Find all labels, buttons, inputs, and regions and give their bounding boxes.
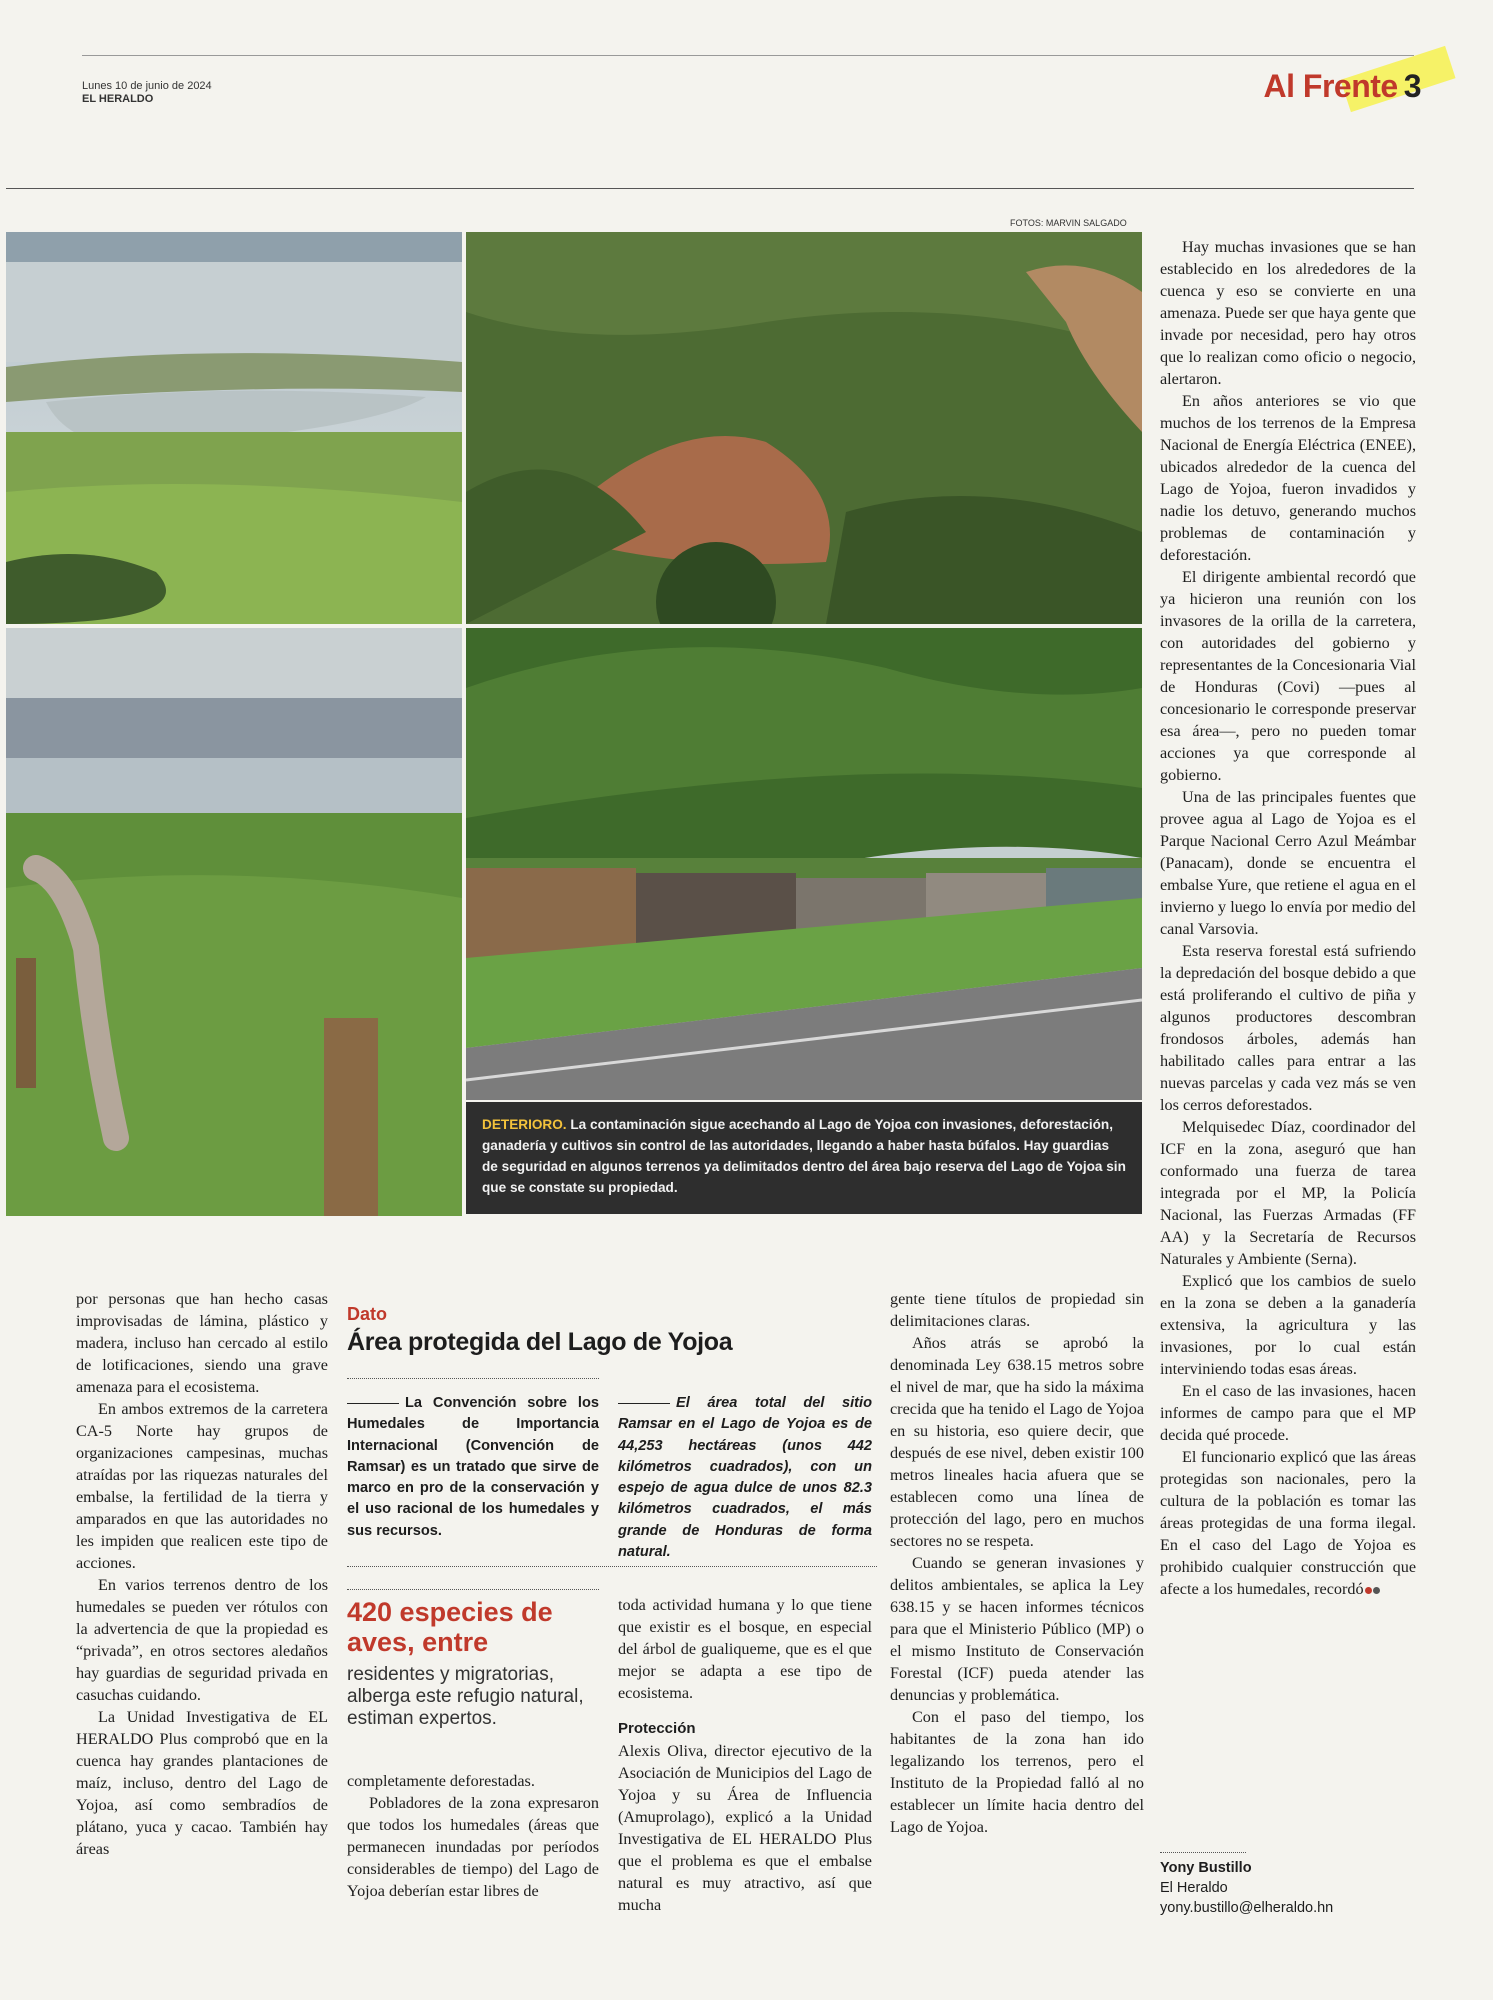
photo-credit: FOTOS: MARVIN SALGADO bbox=[1010, 218, 1127, 228]
caption-lead: DETERIORO. bbox=[482, 1117, 567, 1132]
byline bbox=[1160, 1858, 1416, 1918]
page-number: 3 bbox=[1403, 68, 1421, 104]
col5-paragraph: Hay muchas invasiones que se han establecido en los alrededores de la cuenca y eso se convierte en una amenaza. Puede ser que haya gente que invade por necesidad, pero hay otros que lo realizan como oficio o negocio, alertaron. bbox=[1160, 238, 1416, 388]
dash-rule bbox=[347, 1403, 399, 1404]
factbox-label: Dato bbox=[347, 1304, 387, 1324]
photo-lake-marsh bbox=[6, 232, 462, 624]
factbox-divider bbox=[347, 1378, 599, 1379]
caption-text: La contaminación sigue acechando al Lago de Yojoa con invasiones, deforestación, ganadería y cultivos sin control de las autoridades, llegando a haber hasta búfalos. Hay guardias de seguridad en algunos terrenos ya delimitados dentro del área bajo reserva del Lago de Yojoa sin que se constate su propiedad. bbox=[482, 1117, 1126, 1195]
section-header bbox=[1264, 68, 1421, 105]
factbox-title: Área protegida del Lago de Yojoa bbox=[347, 1328, 733, 1356]
date: Lunes 10 de junio de 2024 bbox=[82, 80, 212, 92]
stat-number: 420 especies de aves, entre bbox=[347, 1597, 553, 1657]
col5-paragraph: Una de las principales fuentes que provee agua al Lago de Yojoa es el Parque Nacional Cerro Azul Meámbar (Panacam), donde se encuentra el embalse Yure, que retiene el agua en el invierno y luego lo envía por medio del canal Varsovia. bbox=[1160, 788, 1416, 938]
dateline bbox=[82, 80, 212, 106]
paper-name: EL HERALDO bbox=[82, 93, 154, 105]
factbox-left-text bbox=[347, 1393, 599, 1542]
photo-shacks-road bbox=[466, 628, 1142, 1100]
col5-paragraph: El dirigente ambiental recordó que ya hicieron una reunión con los invasores de la orilla de la carretera, con autoridades del gobierno y representantes de la Concesionaria Vial de Honduras (Covi) —pues al concesionario le corresponde preservar esa área—, pero no pueden tomar acciones ya que corresponde al gobierno. bbox=[1160, 568, 1416, 784]
col1-paragraph: En ambos extremos de la carretera CA-5 Norte hay grupos de organizaciones campesinas, muchas atraídas por las riquezas naturales del embalse, la fertilidad de la tierra y amparados en que las autoridades no les impiden que realicen este tipo de acciones. bbox=[76, 1400, 328, 1572]
column-2 bbox=[347, 1770, 599, 1902]
col3-paragraph: toda actividad humana y lo que tiene que existir es el bosque, en especial del árbol de gualiqueme, que es el que mejor se adapta a ese tipo de ecosistema. bbox=[618, 1596, 872, 1702]
stat-divider bbox=[347, 1589, 599, 1590]
col5-paragraph: En años anteriores se vio que muchos de los terrenos de la Empresa Nacional de Energía Eléctrica (ENEE), ubicados alrededor de la cuenca del Lago de Yojoa, fueron invadidos y nadie los detuvo, generando muchos problemas de contaminación y deforestación. bbox=[1160, 392, 1416, 564]
col5-last-text: El funcionario explicó que las áreas protegidas son nacionales, pero la cultura de la población es tomar las áreas protegidas de una forma ilegal. En el caso del Lago de Yojoa es prohibido cualquier construcción que afecte a los humedales, recordó bbox=[1160, 1448, 1416, 1598]
col3-subhead: Protección bbox=[618, 1720, 696, 1737]
photo-deforested-hill bbox=[466, 232, 1142, 624]
stat-description: residentes y migratorias, alberga este refugio natural, estiman expertos. bbox=[347, 1664, 584, 1729]
col4-paragraph: Con el paso del tiempo, los habitantes de la zona han ido legalizando los terrenos, pero el Instituto de la Propiedad falló al no establecer un límite hacia dentro del Lago de Yojoa. bbox=[890, 1708, 1144, 1836]
column-3 bbox=[618, 1594, 872, 1916]
col2-paragraph: completamente deforestadas. bbox=[347, 1772, 535, 1790]
col5-paragraph: En el caso de las invasiones, hacen informes de campo para que el MP decida qué procede. bbox=[1160, 1382, 1416, 1444]
col5-paragraph: Melquisedec Díaz, coordinador del ICF en la zona, aseguró que han conformado una fuerza de tarea integrada por el MP, la Policía Nacional, las Fuerzas Armadas (FF AA) y la Secretaría de Recursos Naturales y Ambiente (Serna). bbox=[1160, 1118, 1416, 1268]
col5-paragraph: Explicó que los cambios de suelo en la zona se deben a la ganadería extensiva, la agricultura y las invasiones, por lo cual están interviniendo todas esas áreas. bbox=[1160, 1272, 1416, 1378]
header-rule bbox=[6, 188, 1414, 189]
author-email[interactable]: yony.bustillo@elheraldo.hn bbox=[1160, 1900, 1334, 1916]
section-name: Al Frente bbox=[1263, 68, 1398, 104]
column-4 bbox=[890, 1288, 1144, 1838]
column-1 bbox=[76, 1288, 328, 1860]
factbox-right-body: El área total del sitio Ramsar en el Lago de Yojoa es de 44,253 hectáreas (unos 442 kilómetros cuadrados), con un espejo de agua dulce de unos 82.3 kilómetros cuadrados, el más grande de Honduras de forma natural. bbox=[618, 1395, 872, 1561]
col1-paragraph: por personas que han hecho casas improvisadas de lámina, plástico y madera, incluso han cercado al estilo de lotificaciones, siendo una grave amenaza para el ecosistema. bbox=[76, 1290, 328, 1396]
photo-fence-field bbox=[6, 628, 462, 1216]
factbox-bottom-divider bbox=[347, 1566, 877, 1567]
col4-paragraph: Años atrás se aprobó la denominada Ley 638.15 metros sobre el nivel de mar, que ha sido la máxima crecida que ha tenido el Lago de Yojoa en su historia, eso quiere decir, que después de ese nivel, deben existir 100 metros lineales hacia afuera que se establecen como una línea de protección del lago, pero en muchos sectores no se respeta. bbox=[890, 1334, 1144, 1550]
factbox-right-text bbox=[618, 1393, 872, 1563]
photo-caption bbox=[466, 1102, 1142, 1214]
author-outlet: El Heraldo bbox=[1160, 1880, 1228, 1896]
end-mark-icon bbox=[1373, 1587, 1380, 1594]
dash-rule bbox=[618, 1403, 670, 1404]
byline-divider bbox=[1160, 1852, 1246, 1853]
col4-paragraph: gente tiene títulos de propiedad sin delimitaciones claras. bbox=[890, 1290, 1144, 1330]
factbox-left-body: La Convención sobre los Humedales de Importancia Internacional (Convención de Ramsar) es un tratado que sirve de marco en pro de la conservación y el uso racional de los humedales y sus recursos. bbox=[347, 1395, 599, 1539]
col5-paragraph: Esta reserva forestal está sufriendo la depredación del bosque debido a que está proliferando el cultivo de piña y algunos productores descombran frondosos árboles, además han habilitado calles para entrar a las nuevas parcelas y cada vez más se ven los cerros deforestados. bbox=[1160, 942, 1416, 1114]
col2-paragraph: Pobladores de la zona expresaron que todos los humedales (áreas que permanecen inundadas por períodos considerables de tiempo) del Lago de Yojoa deberían estar libres de bbox=[347, 1794, 599, 1900]
column-5 bbox=[1160, 236, 1416, 1600]
top-rule bbox=[82, 55, 1414, 56]
col3-paragraph: Alexis Oliva, director ejecutivo de la Asociación de Municipios del Lago de Yojoa y su Área de Influencia (Amuprolago), explicó a la Unidad Investigativa de EL HERALDO Plus que el problema es que el embalse natural es muy atractivo, así que mucha bbox=[618, 1742, 872, 1914]
end-mark-icon bbox=[1365, 1587, 1372, 1594]
col1-paragraph: La Unidad Investigativa de EL HERALDO Plus comprobó que en la cuenca hay grandes plantaciones de maíz, incluso, dentro del Lago de Yojoa, así como sembradíos de plátano, yuca y cacao. También hay áreas bbox=[76, 1708, 328, 1858]
col4-paragraph: Cuando se generan invasiones y delitos ambientales, se aplica la Ley 638.15 y se hacen informes técnicos para que el Ministerio Público (MP) o el mismo Instituto de Conservación Forestal (ICF) pueda atender las denuncias y problemática. bbox=[890, 1554, 1144, 1704]
author-name: Yony Bustillo bbox=[1160, 1860, 1252, 1876]
col1-paragraph: En varios terrenos dentro de los humedales se pueden ver rótulos con la advertencia de que la propiedad es “privada”, en otros sectores aledaños hay guardias de seguridad privada en casuchas cuidando. bbox=[76, 1576, 328, 1704]
col5-paragraph bbox=[1160, 1446, 1416, 1600]
